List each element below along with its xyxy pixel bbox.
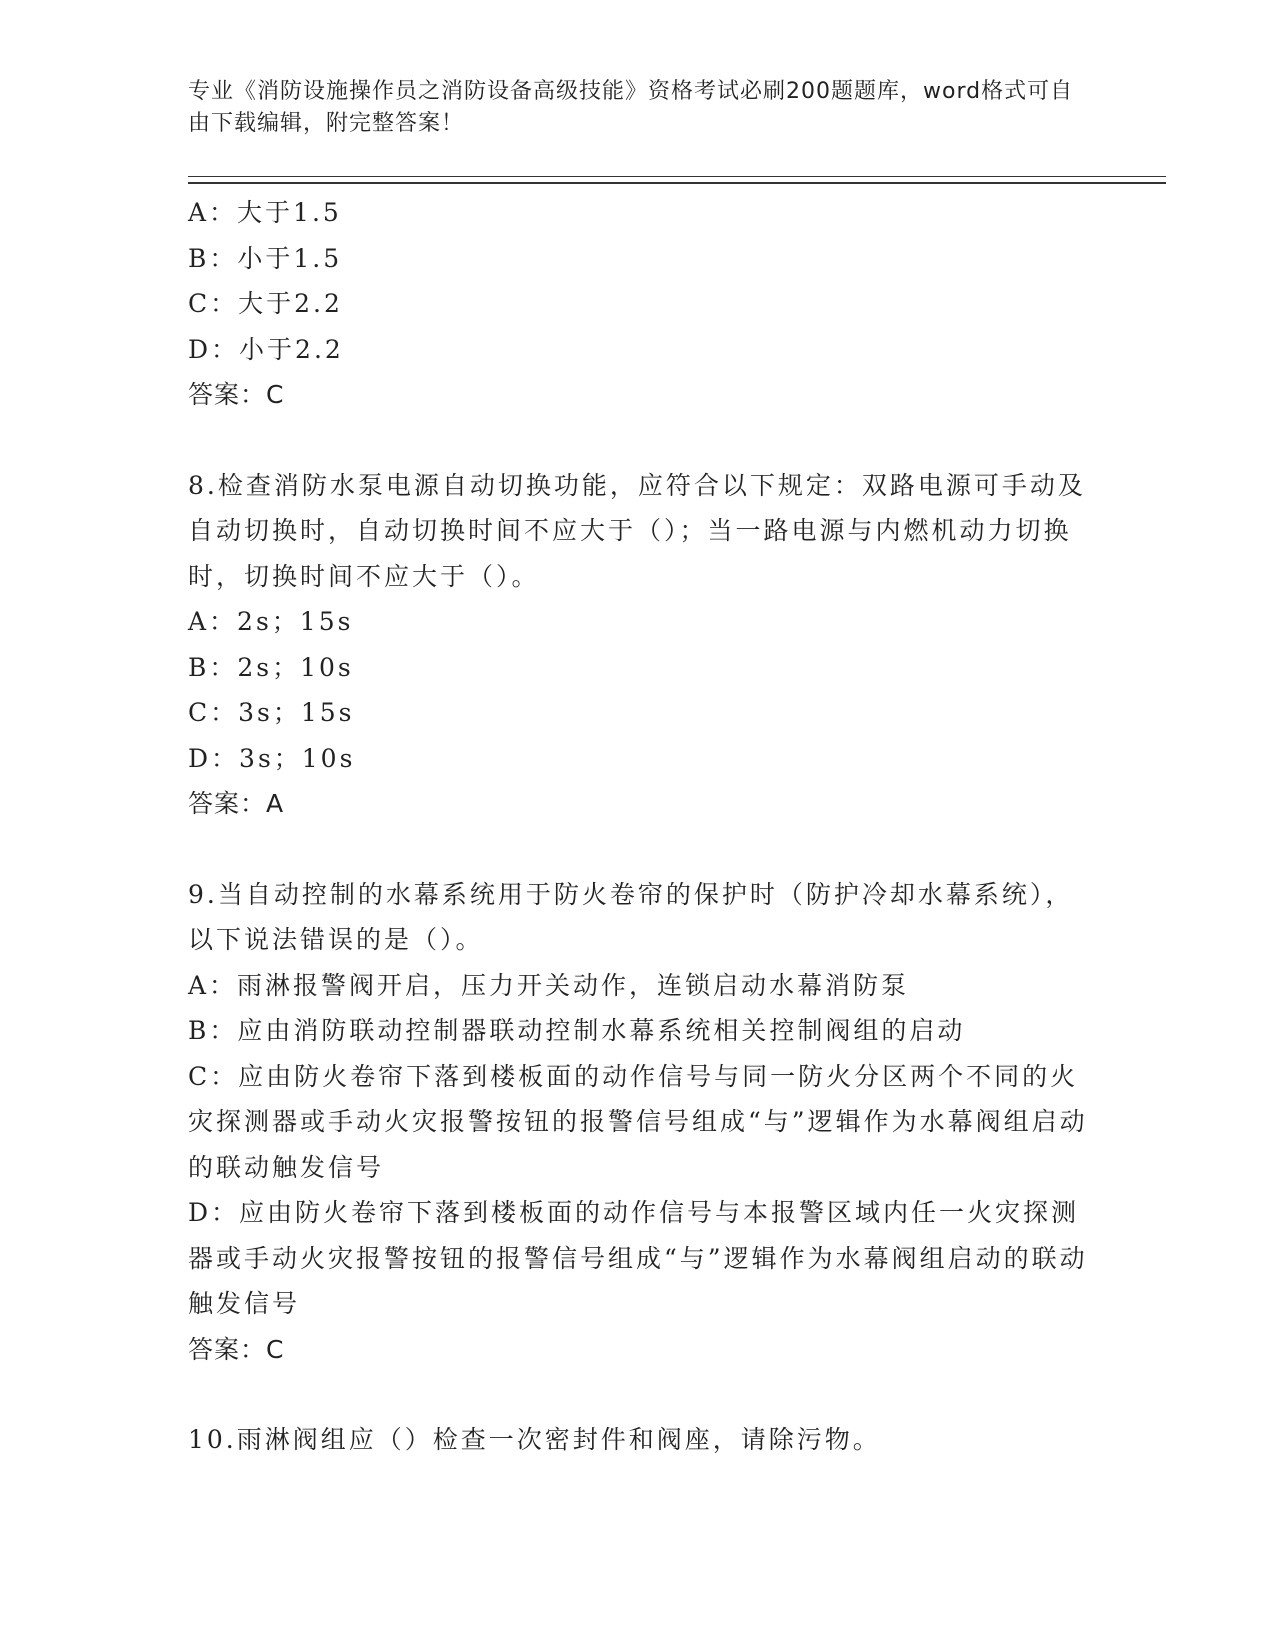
q8-option-c: C：3s；15s bbox=[188, 698, 355, 727]
q7-option-c: C：大于2.2 bbox=[188, 289, 343, 318]
q9-option-a: A：雨淋报警阀开启，压力开关动作，连锁启动水幕消防泵 bbox=[188, 970, 910, 1000]
q7-answer: 答案：C bbox=[188, 380, 285, 409]
q9-text: 9.当自动控制的水幕系统用于防火卷帘的保护时（防护冷却水幕系统），以下说法错误的是（）。 bbox=[188, 879, 1074, 954]
question-7-continued bbox=[188, 190, 1088, 418]
header-divider-thick bbox=[188, 182, 1166, 184]
header-divider-thin bbox=[188, 176, 1166, 177]
q8-option-d: D：3s；10s bbox=[188, 743, 356, 773]
q9-option-c: C：应由防火卷帘下落到楼板面的动作信号与同一防火分区两个不同的火灾探测器或手动火灾报警按钮的报警信号组成“与”逻辑作为水幕阀组启动的联动触发信号 bbox=[188, 1061, 1088, 1182]
q8-text: 8.检查消防水泵电源自动切换功能，应符合以下规定：双路电源可手动及自动切换时，自动切换时间不应大于（）；当一路电源与内燃机动力切换时，切换时间不应大于（）。 bbox=[188, 470, 1086, 591]
question-list bbox=[188, 190, 1088, 1463]
question-8 bbox=[188, 463, 1088, 827]
q10-text: 10.雨淋阀组应（）检查一次密封件和阀座，请除污物。 bbox=[188, 1425, 881, 1454]
q7-option-d: D：小于2.2 bbox=[188, 334, 344, 364]
q8-option-a: A：2s；15s bbox=[188, 607, 354, 636]
q7-option-b: B：小于1.5 bbox=[188, 243, 343, 273]
q8-option-b: B：2s；10s bbox=[188, 652, 354, 682]
question-10 bbox=[188, 1417, 1088, 1463]
q9-option-d: D：应由防火卷帘下落到楼板面的动作信号与本报警区域内任一火灾探测器或手动火灾报警按钮的报警信号组成“与”逻辑作为水幕阀组启动的联动触发信号 bbox=[188, 1198, 1088, 1318]
q9-option-b: B：应由消防联动控制器联动控制水幕系统相关控制阀组的启动 bbox=[188, 1016, 966, 1045]
q8-answer: 答案：A bbox=[188, 789, 285, 818]
document-header: 专业《消防设施操作员之消防设备高级技能》资格考试必刷200题题库，word格式可自由下载编辑，附完整答案！ bbox=[188, 79, 1074, 136]
q9-answer: 答案：C bbox=[188, 1334, 285, 1364]
q7-option-a: A：大于1.5 bbox=[188, 198, 342, 227]
question-9 bbox=[188, 872, 1088, 1373]
